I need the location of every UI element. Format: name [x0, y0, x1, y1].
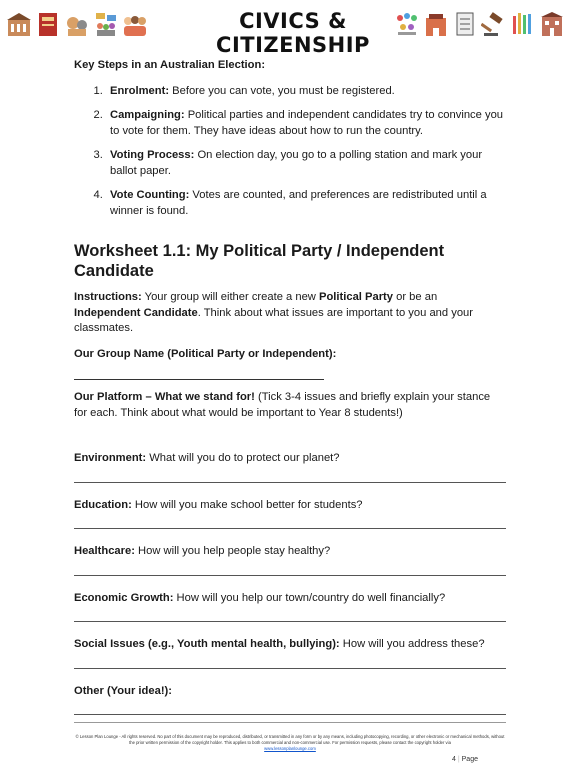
header-banner — [0, 4, 576, 57]
list-item: 4. Vote Counting: Votes are counted, and preferences are redistributed until a winner is found. — [106, 188, 506, 219]
rulebook-icon — [35, 10, 61, 38]
question-environment: Environment: What will you do to protect our planet? — [74, 452, 340, 464]
diverse-people-icon — [122, 10, 148, 38]
key-steps-list — [74, 84, 506, 220]
page-number: 4 | Page — [452, 756, 478, 763]
footer-link[interactable]: www.lessonplanlounge.com — [264, 746, 316, 751]
group-name-label: Our Group Name (Political Party or Independent): — [74, 347, 337, 360]
platform-paragraph: Our Platform – What we stand for! (Tick 3-4 issues and briefly explain your stance for each. Think about what would be important to Year 8 students!) — [74, 391, 491, 419]
answer-line-healthcare[interactable] — [74, 560, 506, 576]
group-figures-icon — [394, 10, 420, 38]
banner-title: CIVICS & CITIZENSHIP — [216, 9, 370, 57]
answer-line-social-issues[interactable] — [74, 653, 506, 669]
banner-icons-right — [394, 10, 565, 38]
list-item: 1. Enrolment: Before you can vote, you must be registered. — [106, 84, 506, 100]
worksheet-title: Worksheet 1.1: My Political Party / Independent Candidate — [74, 242, 445, 280]
key-steps-heading: Key Steps in an Australian Election: — [74, 59, 266, 71]
document-body — [74, 58, 506, 730]
instructions-paragraph: Instructions: Your group will either create a new Political Party or be an Independent Candidate. Think about what issues are important to you and your classmates. — [74, 291, 473, 334]
town-hall-icon — [423, 10, 449, 38]
parliament-building-icon — [6, 10, 32, 38]
question-education: Education: How will you make school better for students? — [74, 498, 363, 511]
gavel-icon — [481, 10, 507, 38]
building-icon — [539, 10, 565, 38]
list-item: 3. Voting Process: On election day, you go to a polling station and mark your ballot paper. — [106, 148, 506, 179]
dog-and-cat-icon — [64, 10, 90, 38]
checklist-icon — [452, 10, 478, 38]
answer-line-environment[interactable] — [74, 467, 506, 483]
question-other: Other (Your idea!): — [74, 684, 172, 697]
answer-line-education[interactable] — [74, 513, 506, 529]
question-healthcare: Healthcare: How will you help people stay healthy? — [74, 545, 331, 557]
raised-hands-icon — [510, 10, 536, 38]
group-name-answer-line[interactable] — [74, 376, 324, 380]
question-social-issues: Social Issues (e.g., Youth mental health, bullying): How will you address these? — [74, 638, 485, 650]
banner-icons-left — [6, 10, 148, 38]
question-economic-growth: Economic Growth: How will you help our town/country do well financially? — [74, 591, 446, 604]
answer-line-other[interactable] — [74, 699, 506, 715]
list-item: 2. Campaigning: Political parties and independent candidates try to convince you to vote for them. They have ideas about how to run the country. — [106, 108, 506, 139]
footer-copyright: © Lesson Plan Lounge - All rights reserved. No part of this document may be reproduced, distributed, or transmitted in any form or by any means, including photocopying, recording, or other electronic or mechanical methods, without the prior written permission of the copyright holder. This applies to both commercial and non-commercial use. For permission requests, please contact the copyright holder via www.lessonplanlounge.com — [75, 734, 505, 751]
footer-divider — [74, 722, 506, 723]
answer-line-economic-growth[interactable] — [74, 606, 506, 622]
protest-crowd-icon — [93, 10, 119, 38]
